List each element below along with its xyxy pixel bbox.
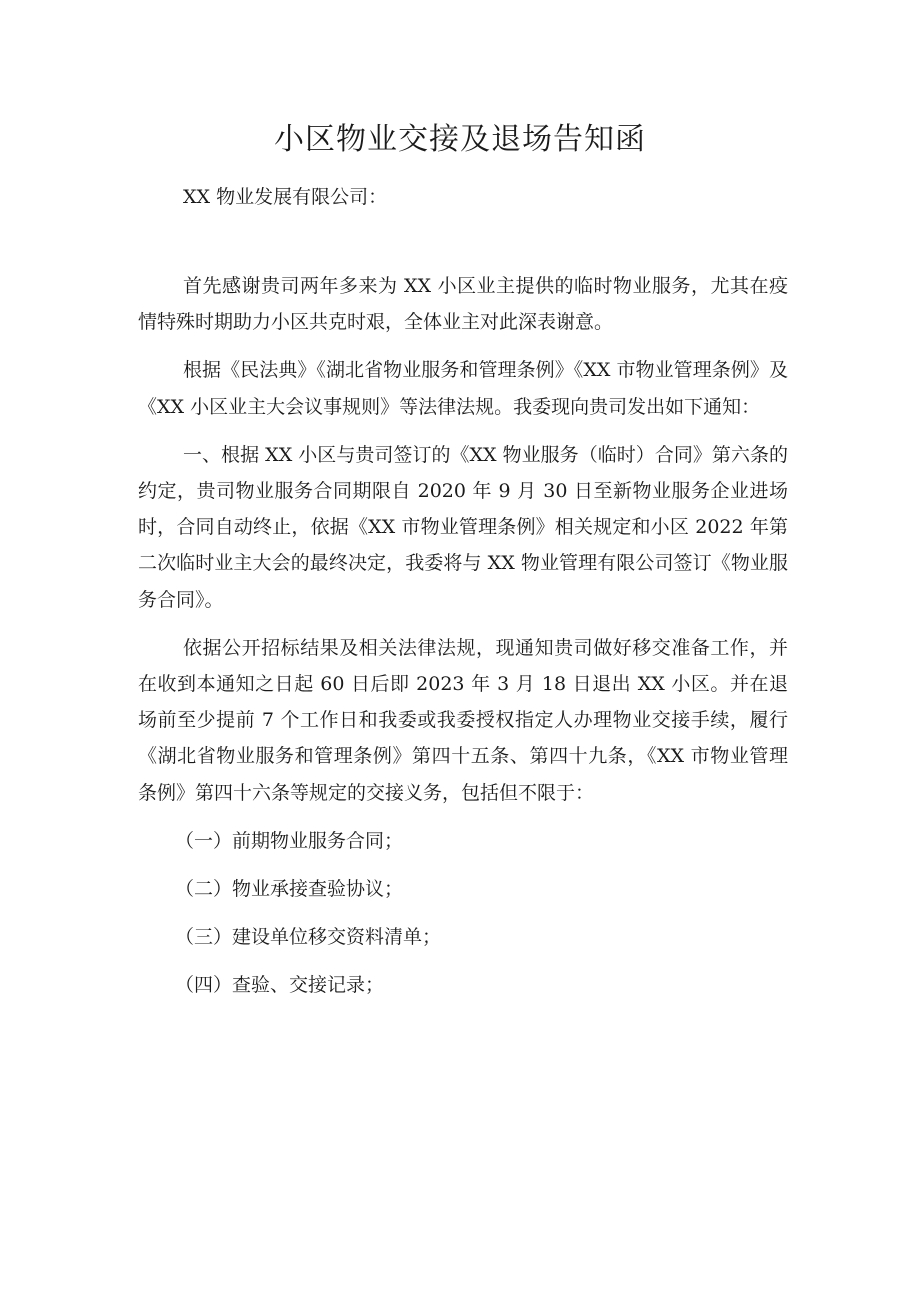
document-title: 小区物业交接及退场告知函 xyxy=(274,122,646,157)
paragraph-legal-basis: 根据《民法典》《湖北省物业服务和管理条例》《XX 市物业管理条例》及《XX 小区业主大会议事规则》等法律法规。我委现向贵司发出如下通知： xyxy=(138,359,788,418)
paragraph-thanks: 首先感谢贵司两年多来为 XX 小区业主提供的临时物业服务，尤其在疫情特殊时期助力小区共克时艰，全体业主对此深表谢意。 xyxy=(138,275,788,334)
list-item: （一）前期物业服务合同； xyxy=(175,829,404,852)
list-item: （三）建设单位移交资料清单； xyxy=(175,926,442,949)
salutation: XX 物业发展有限公司： xyxy=(183,186,388,208)
paragraph-handover-notice: 依据公开招标结果及相关法律法规，现通知贵司做好移交准备工作，并在收到本通知之日起 60 日后即 2023 年 3 月 18 日退出 XX 小区。并在退场前至少提前 7 个工作日和我委或我委授权指定人办理物业交接手续，履行《湖北省物业服务和管理条例》第四十五条、第四十九条，《XX 市物业管理条例》第四十六条等规定的交接义务，包括但不限于： xyxy=(138,636,788,804)
list-item: （二）物业承接查验协议； xyxy=(175,878,404,901)
list-item: （四）查验、交接记录； xyxy=(175,974,385,997)
paragraph-contract-termination: 一、根据 XX 小区与贵司签订的《XX 物业服务（临时）合同》第六条的约定，贵司物业服务合同期限自 2020 年 9 月 30 日至新物业服务企业进场时，合同自动终止，依据《XX 市物业管理条例》相关规定和小区 2022 年第二次临时业主大会的最终决定，我委将与 XX 物业管理有限公司签订《物业服务合同》。 xyxy=(138,443,788,611)
document-body xyxy=(138,268,788,1016)
